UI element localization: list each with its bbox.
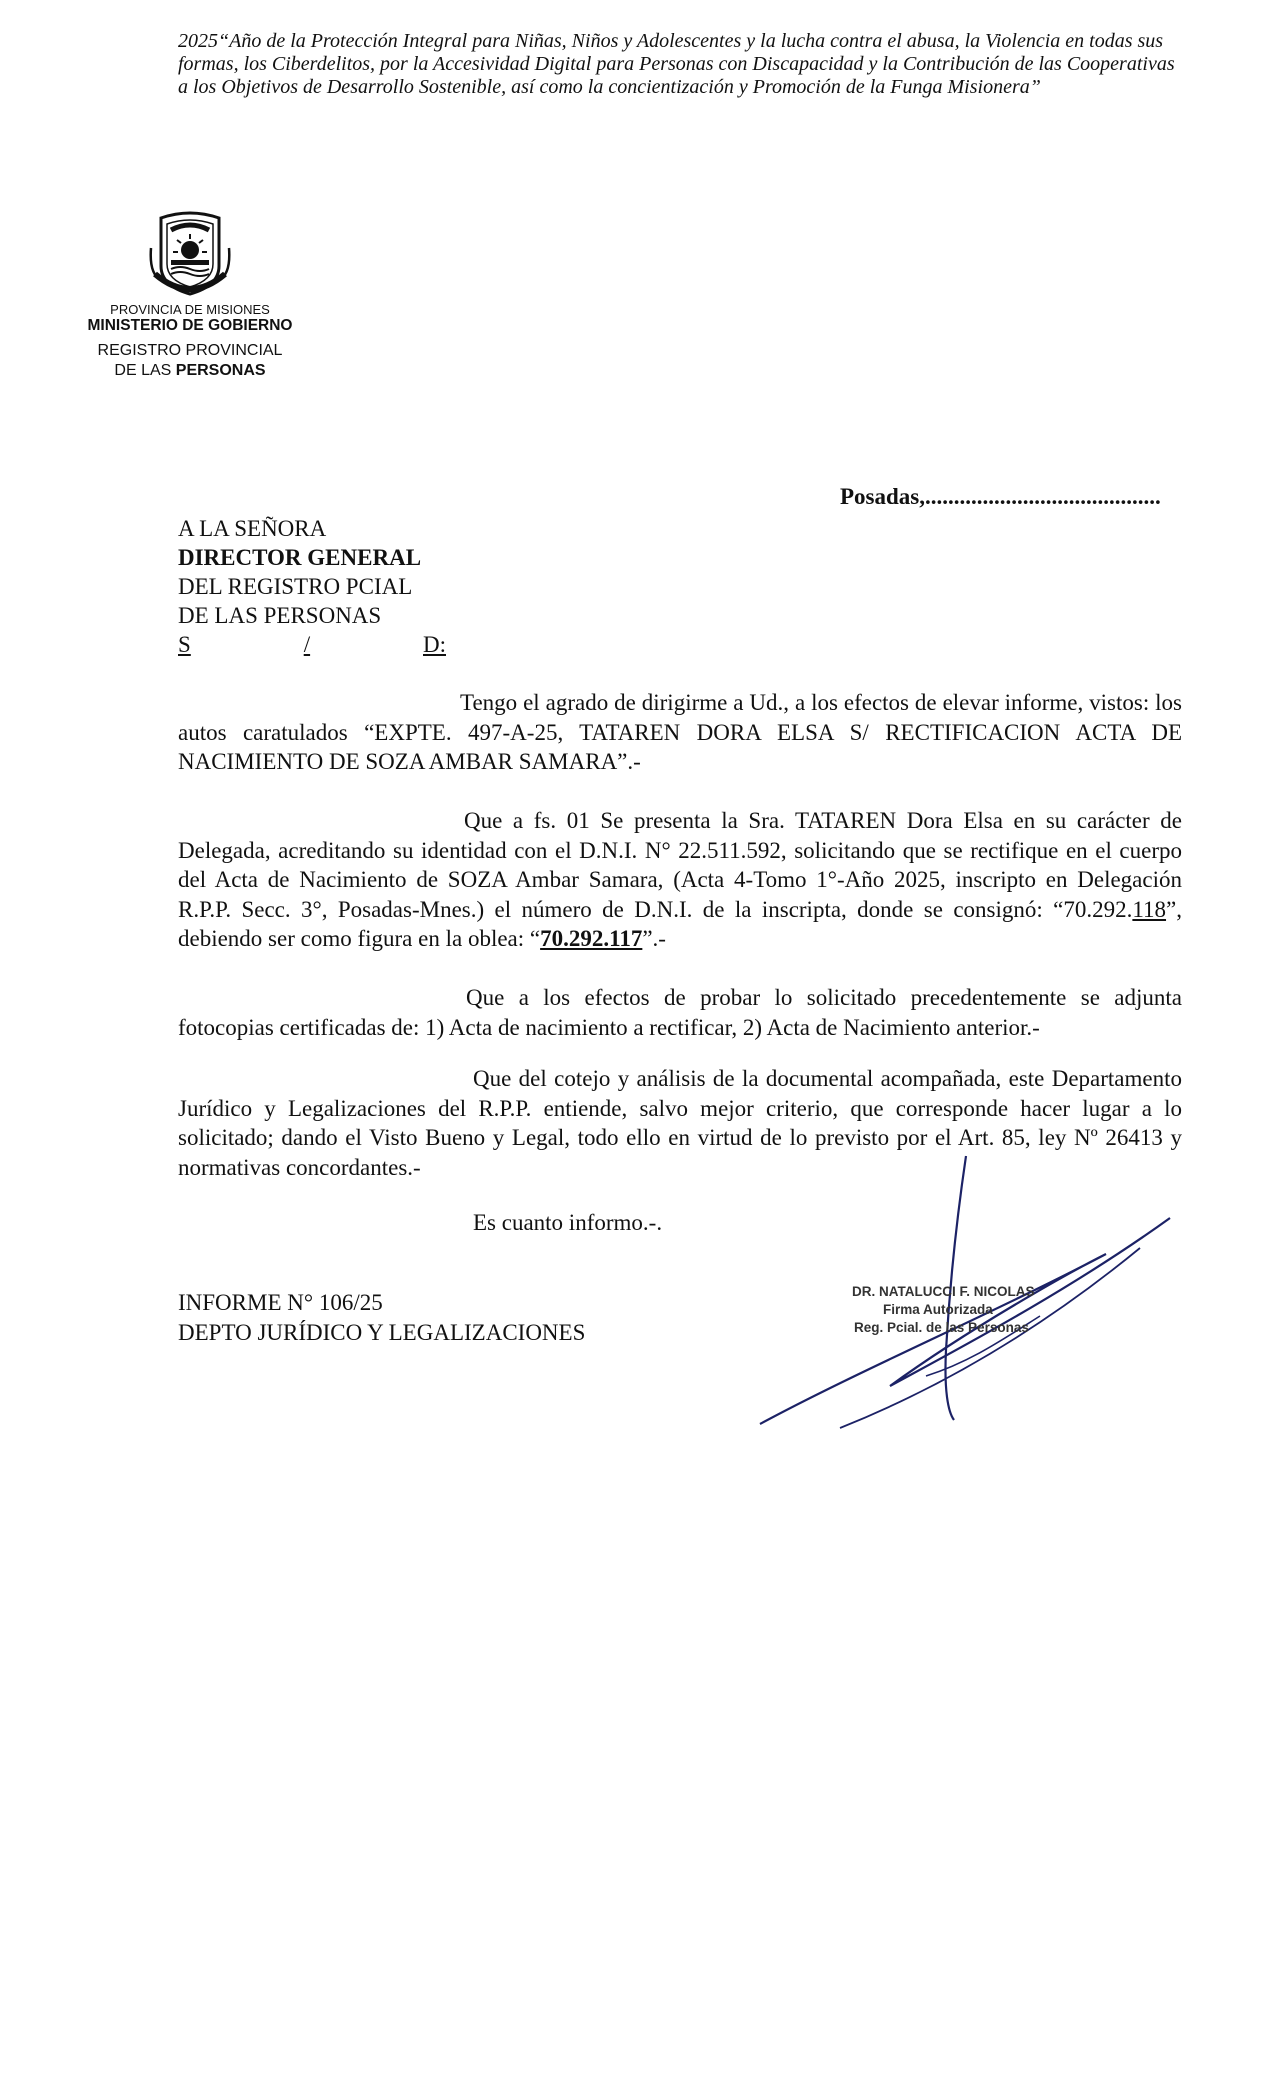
report-number: INFORME N° 106/25: [178, 1290, 383, 1315]
letterhead-registry-line1: REGISTRO PROVINCIAL: [97, 342, 283, 359]
paragraph-4: Que del cotejo y análisis de la documental acompañada, este Departamento Jurídico y Legalizaciones del R.P.P. entiende, salvo mejor criterio, que corresponde hacer lugar a lo solicitado; dando el Visto Bueno y Legal, todo ello en virtud de lo previsto por el Art. 85, ley Nº 26413 y normativas concordantes.-: [178, 1066, 1182, 1180]
addressee-block: [178, 514, 446, 659]
place-date: Posadas,.........................................: [840, 484, 1161, 509]
report-department: DEPTO JURÍDICO Y LEGALIZACIONES: [178, 1320, 586, 1345]
registry-prefix: DE LAS: [114, 362, 176, 379]
closing-line: Es cuanto informo.-.: [473, 1210, 663, 1235]
signer-role: Firma Autorizada: [883, 1302, 993, 1317]
p2-text-b: ”, debiendo ser como figura en la oblea: “: [178, 896, 1182, 951]
p2-wrong-digits: 118: [1132, 896, 1167, 922]
addressee-title: DIRECTOR GENERAL: [178, 545, 422, 570]
sd-slash: /: [303, 632, 311, 657]
letterhead-ministry: MINISTERIO DE GOBIERNO: [87, 317, 293, 334]
letterhead-province: PROVINCIA DE MISIONES: [110, 302, 270, 317]
paragraph-2: [178, 806, 1182, 954]
provincial-seal-icon: [147, 208, 233, 296]
p2-correct-dni: 70.292.117: [540, 926, 643, 951]
p2-text-a: Que a fs. 01 Se presenta la Sra. TATAREN Dora Elsa en su carácter de Delegada, acreditando su identidad con el D.N.I. N° 22.511.592, solicitando que se rectifique en el cuerpo del Acta de Nacimiento de SOZA Ambar Samara, (Acta 4-Tomo 1°-Año 2025, inscripto en Delegación R.P.P. Secc. 3°, Posadas-Mnes.) el número de D.N.I. de la inscripta, donde se consignó: “70.292.: [178, 808, 1182, 922]
sd-s: S: [178, 632, 191, 657]
header-year-motto: 2025“Año de la Protección Integral para Niñas, Niños y Adolescentes y la lucha contra el abusa, la Violencia en todas sus formas, los Ciberdelitos, por la Accesividad Digital para Personas con Discapacidad y la Contribución de las Cooperativas a los Objetivos de Desarrollo Sostenible, así como la concientización y Promoción de la Funga Misionera”: [178, 30, 1175, 98]
report-block: [178, 1288, 585, 1348]
addressee-line1: A LA SEÑORA: [178, 516, 327, 541]
sd-d: D:: [423, 632, 446, 657]
signer-office: Reg. Pcial. de las Personas: [854, 1320, 1029, 1335]
letterhead-registry-line2: [70, 361, 310, 381]
addressee-line4: DE LAS PERSONAS: [178, 603, 382, 628]
paragraph-3: Que a los efectos de probar lo solicitado precedentemente se adjunta fotocopias certificadas de: 1) Acta de nacimiento a rectificar, 2) Acta de Nacimiento anterior.-: [178, 985, 1182, 1040]
registry-bold: PERSONAS: [175, 362, 266, 379]
signer-name: DR. NATALUCCI F. NICOLAS: [852, 1284, 1035, 1299]
paragraph-1: Tengo el agrado de dirigirme a Ud., a los efectos de elevar informe, vistos: los autos caratulados “EXPTE. 497-A-25, TATAREN DORA ELSA S/ RECTIFICACION ACTA DE NACIMIENTO DE SOZA AMBAR SAMARA”.-: [178, 690, 1182, 774]
p2-text-c: ”.-: [642, 926, 666, 951]
signature-stamp: [852, 1283, 1035, 1337]
sd-line: [178, 630, 446, 659]
addressee-line3: DEL REGISTRO PCIAL: [178, 574, 413, 599]
letterhead: [70, 208, 310, 381]
